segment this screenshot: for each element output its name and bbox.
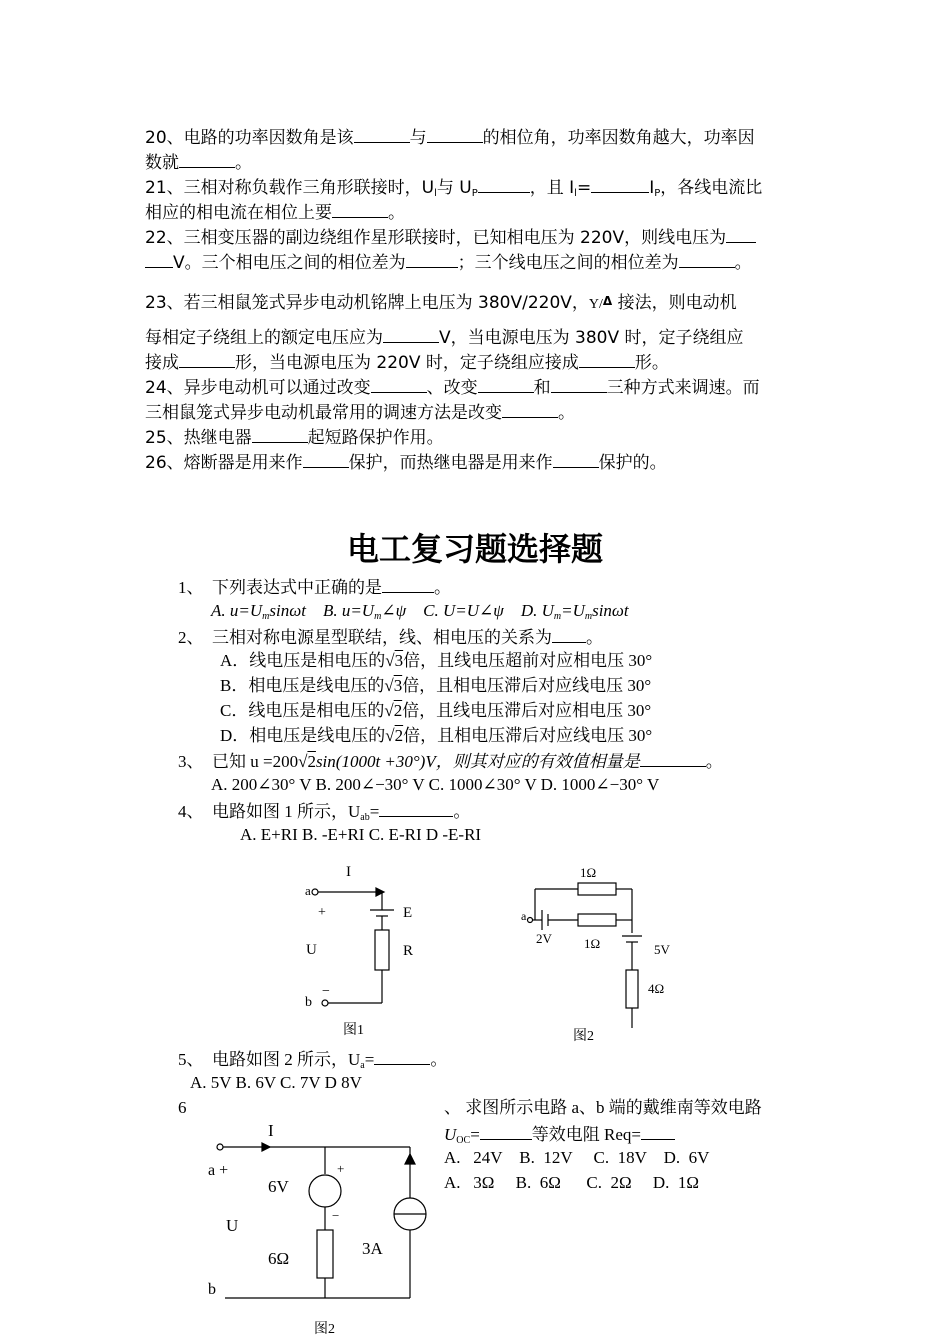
terminal-b-label: b: [305, 995, 312, 1010]
q25-line: 25、热继电器 起短路保护作用。: [145, 424, 444, 450]
answer-blank[interactable]: [427, 124, 483, 143]
q24-line1: 24、异步电动机可以通过改变 、改变 和 三种方式来调速。而: [145, 374, 760, 400]
q6-resistance-options: A. 3Ω B. 6Ω C. 2Ω D. 1Ω: [444, 1173, 700, 1192]
q23-line1: 23、若三相鼠笼式异步电动机铭牌上电压为 380V/220V，Y/Δ 接法，则电动机: [145, 293, 737, 313]
answer-blank[interactable]: [374, 1046, 430, 1065]
voltage-5v-label: 5V: [654, 942, 670, 957]
figure-3-circuit: [200, 1118, 440, 1340]
figure-2-circuit: [518, 858, 678, 1048]
answer-blank[interactable]: [579, 349, 635, 368]
answer-blank[interactable]: [332, 199, 388, 218]
answer-blank[interactable]: [179, 149, 235, 168]
resistor-r: [375, 930, 389, 970]
answer-blank[interactable]: [478, 374, 534, 393]
terminal-a: [312, 889, 318, 895]
current-3a-label: 3A: [362, 1239, 383, 1258]
resistor-label: R: [403, 943, 414, 959]
voltage-6v-label: 6V: [268, 1177, 289, 1196]
answer-blank[interactable]: [354, 124, 410, 143]
q4-stem: 4、 电路如图 1 所示，$U_{ab}=$ 。: [178, 798, 470, 830]
answer-blank[interactable]: [480, 1121, 532, 1140]
resistor-6ohm: [317, 1230, 333, 1278]
q6-stem-line1: 、 求图所示电路 a、b 端的戴维南等效电路: [444, 1098, 762, 1117]
q6-number: 6: [178, 1098, 187, 1117]
current-label: I: [268, 1121, 274, 1140]
voltage-source-6v: [309, 1175, 341, 1207]
q5-stem: 5、 电路如图 2 所示，$U_a=$ 。: [178, 1046, 447, 1078]
q3-options: A. 200∠30° V B. 200∠−30° V C. 1000∠30° V D. 1000∠−30° V: [211, 775, 660, 794]
q4-options: A. E+RI B. -E+RI C. E-RI D -E-RI: [240, 825, 482, 844]
plus-sign: +: [318, 905, 326, 920]
minus-sign: −: [322, 984, 330, 999]
q1-stem: 1、 下列表达式中正确的是 。: [178, 574, 451, 600]
terminal-b: [322, 1000, 328, 1006]
q5-options: A. 5V B. 6V C. 7V D 8V: [190, 1073, 362, 1092]
source-minus-sign: −: [332, 1208, 340, 1223]
answer-blank[interactable]: [502, 399, 558, 418]
answer-blank[interactable]: [551, 374, 607, 393]
source-plus-sign: +: [337, 1161, 345, 1176]
answer-blank[interactable]: [179, 349, 235, 368]
answer-blank[interactable]: [679, 249, 735, 268]
source-arrow-icon: [405, 1154, 415, 1164]
q24-line2: 三相鼠笼式异步电动机最常用的调速方法是改变 。: [145, 399, 575, 425]
q23-line2: 每相定子绕组上的额定电压应为 V，当电源电压为 380V 时，定子绕组应: [145, 324, 744, 350]
q21-line2: 相应的相电流在相位上要 。: [145, 199, 405, 225]
answer-blank[interactable]: [252, 424, 308, 443]
q2-option-a: A．线电压是相电压的√3倍，且线电压超前对应相电压 30°: [220, 651, 653, 670]
current-label: I: [346, 864, 351, 880]
resistor-6ohm-label: 6Ω: [268, 1249, 290, 1268]
answer-blank[interactable]: [553, 449, 599, 468]
q6-voltage-options: A. 24V B. 12V C. 18V D. 6V: [444, 1148, 710, 1167]
figure-2-caption: 图2: [573, 1029, 594, 1044]
resistor-middle: [578, 914, 616, 926]
terminal-b-label: b: [208, 1281, 216, 1298]
figure-3-caption: 图2: [314, 1322, 335, 1337]
q21-line1: 21、三相对称负载作三角形联接时，$U_l$与 $U_P$ ，且 $I_l= I_P$，各线电流比: [145, 174, 762, 206]
answer-blank[interactable]: [303, 449, 349, 468]
answer-blank[interactable]: [379, 798, 453, 817]
terminal-a: [528, 918, 533, 923]
q20-line1: 20、电路的功率因数角是该 与 的相位角，功率因数角越大，功率因: [145, 124, 755, 150]
terminal-a-label: a: [305, 883, 311, 898]
answer-blank[interactable]: [552, 624, 586, 643]
q2-option-c: C．线电压是相电压的√2倍，且线电压滞后对应相电压 30°: [220, 701, 652, 720]
resistor-middle-label: 1Ω: [584, 936, 601, 951]
terminal-a-label: a +: [208, 1162, 229, 1179]
answer-blank[interactable]: [478, 174, 530, 193]
q26-line: 26、熔断器是用来作 保护，而热继电器是用来作 保护的。: [145, 449, 667, 475]
answer-blank[interactable]: [640, 748, 706, 767]
answer-blank[interactable]: [371, 374, 427, 393]
answer-blank[interactable]: [382, 574, 434, 593]
q23-line3: 接成 形，当电源电压为 220V 时，定子绕组应接成 形。: [145, 349, 669, 375]
q3-stem: 3、 已知 u =200√2sin(1000t +30°)V，则其对应的有效值相量是 。: [178, 748, 723, 774]
voltage-2v-label: 2V: [536, 931, 552, 946]
q1-options: A. $u=U_m\sin\omega t$ B. $u=U_m\angle\psi$ C. U=U∠ψ D. $U_m=U_m\sin\omega t$: [211, 601, 629, 622]
q2-stem: 2、 三相对称电源星型联结，线、相电压的关系为 。: [178, 624, 603, 650]
resistor-bottom-label: 4Ω: [648, 981, 665, 996]
answer-blank[interactable]: [383, 324, 439, 343]
current-arrow-icon: [262, 1143, 270, 1151]
current-arrow-icon: [376, 888, 384, 896]
voltage-label: U: [226, 1216, 239, 1235]
terminal-a: [217, 1144, 223, 1150]
figure-1-circuit: [300, 862, 430, 1042]
answer-blank[interactable]: [406, 249, 458, 268]
answer-blank[interactable]: [726, 224, 756, 243]
terminal-a-label: a: [521, 909, 527, 923]
resistor-bottom: [626, 970, 638, 1008]
section-title: 电工复习题选择题: [346, 530, 603, 568]
q20-line2: 数就 。: [145, 149, 252, 175]
answer-blank[interactable]: [145, 249, 173, 268]
q22-line1: 22、三相变压器的副边绕组作星形联接时，已知相电压为 220V，则线电压为: [145, 224, 756, 250]
resistor-top-label: 1Ω: [580, 865, 597, 880]
figure-1-caption: 图1: [343, 1023, 364, 1038]
answer-blank[interactable]: [591, 174, 649, 193]
voltage-label: U: [306, 942, 317, 958]
q22-line2: V。三个相电压之间的相位差为 ；三个线电压之间的相位差为 。: [145, 249, 752, 275]
answer-blank[interactable]: [641, 1121, 675, 1140]
q2-option-d: D．相电压是线电压的√2倍，且相电压滞后对应线电压 30°: [220, 726, 653, 745]
emf-label: E: [403, 905, 413, 921]
q2-option-b: B．相电压是线电压的√3倍，且相电压滞后对应线电压 30°: [220, 676, 652, 695]
resistor-top: [578, 883, 616, 895]
q6-stem-line2: $U_{OC}=$ 等效电阻 Req=: [444, 1121, 675, 1153]
